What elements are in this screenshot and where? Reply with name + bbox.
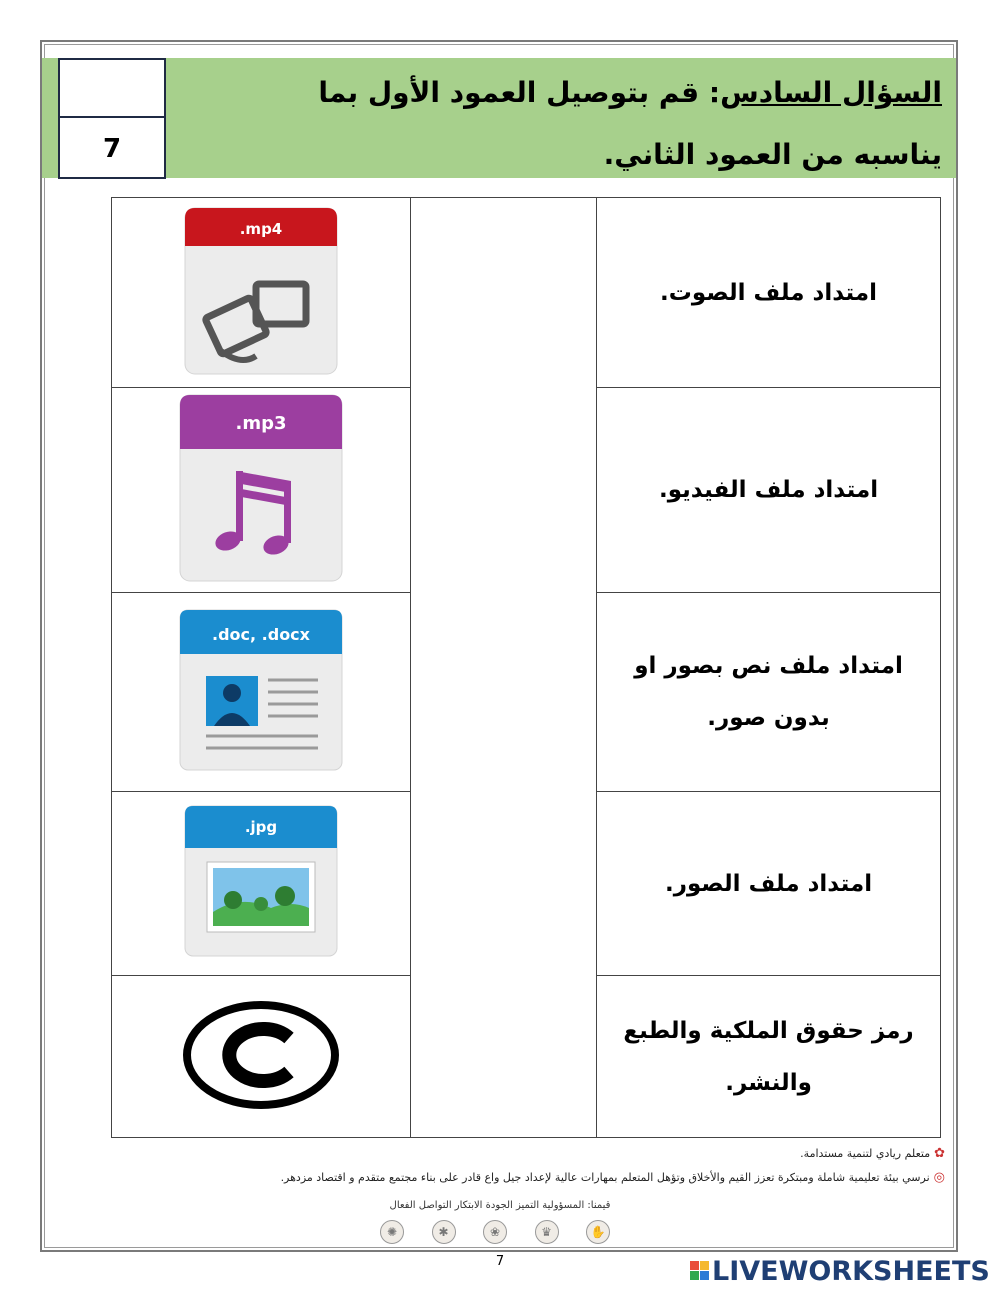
excellence-icon: ♛ [535,1220,559,1244]
brand-name: LIVEWORKSHEETS [712,1255,990,1287]
brand-logo [690,1256,990,1286]
vision-line [230,1142,945,1166]
mission-line [230,1166,945,1190]
jpg-image-file-icon [181,804,341,959]
values-line: قيمنا: المسؤولية التميز الجودة الابتكار التواصل الفعال [389,1200,611,1211]
description-cell: امتداد ملف الصوت. [597,198,941,388]
question-body: : قم بتوصيل العمود الأول بما يناسبه من العمود الثاني. [318,76,942,171]
description-cell: رمز حقوق الملكية والطبع والنشر. [597,976,941,1138]
image-cell [112,976,411,1138]
image-cell [112,593,411,792]
svg-text:.doc, .docx: .doc, .docx [211,624,310,644]
innovation-icon: ✱ [432,1220,456,1244]
brand-squares-icon [690,1261,710,1281]
responsibility-icon: ✋ [586,1220,610,1244]
mission-text: نرسي بيئة تعليمية شاملة ومبتكرة تعزز القيم والأخلاق وتؤهل المتعلم بمهارات عالية لإعداد جيل واع قادر على بناء مجتمع متقدم و اقتصاد مزدهر. [280,1171,930,1184]
score-divider [60,116,164,118]
vision-icon: ✿ [934,1146,945,1161]
question-label: السؤال السادس [720,76,942,109]
image-cell [112,388,411,593]
quality-icon: ❀ [483,1220,507,1244]
communication-icon: ✺ [380,1220,404,1244]
score-value: 7 [102,134,122,164]
description-cell: امتداد ملف الصور. [597,792,941,976]
page-number: 7 [495,1254,505,1269]
vision-text: متعلم ريادي لتنمية مستدامة. [800,1147,931,1160]
values-icons [380,1220,610,1244]
svg-text:.mp3: .mp3 [235,413,287,434]
image-cell [112,792,411,976]
svg-text:.jpg: .jpg [244,818,278,836]
svg-text:.mp4: .mp4 [239,219,283,238]
score-box [58,58,166,179]
blank-cell [410,198,596,1138]
target-icon: ◎ [933,1170,945,1185]
description-cell: امتداد ملف الفيديو. [597,388,941,593]
doc-document-file-icon [176,608,346,773]
mp3-audio-file-icon [176,393,346,583]
footer [230,1142,945,1190]
table-row [112,198,941,388]
mp4-video-file-icon [181,206,341,376]
copyright-icon [181,1000,341,1110]
matching-table [111,197,941,1138]
description-cell: امتداد ملف نص بصور او بدون صور. [597,593,941,792]
image-cell [112,198,411,388]
question-text [242,62,942,186]
